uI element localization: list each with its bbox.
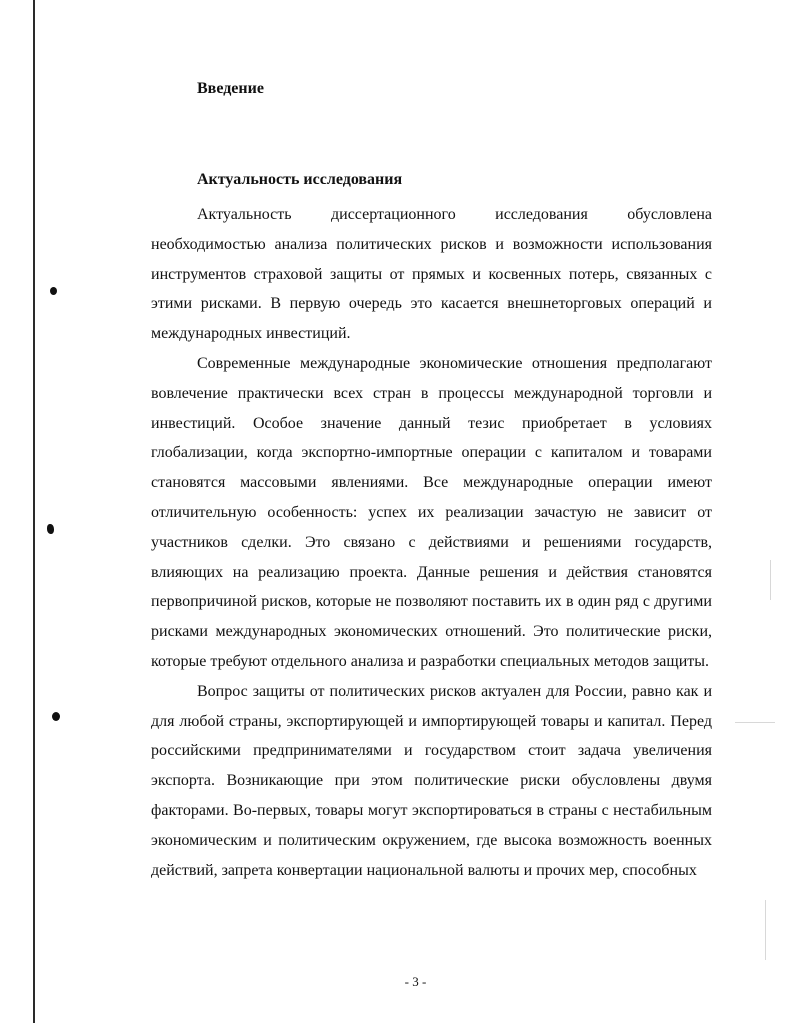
paragraph: Современные международные экономические отношения предполагают вовлечение практически всех стран в процессы международной торговли и инвестиций. Особое значение данный тезис приобретает в условиях глобализации, когда экспортно-импортные операции с капиталом и товарами становятся массовыми явлениями. Все международные операции имеют отличительную особенность: успех их реализации зачастую не зависит от участников сделки. Это связано с действиями и решениями государств, влияющих на реализацию проекта. Данные решения и действия становятся первопричиной рисков, которые не позволяют поставить их в один ряд с другими рисками международных экономических отношений. Это политические риски, которые требуют отдельного анализа и разработки специальных методов защиты. <box>151 354 712 670</box>
section-heading-introduction: Введение <box>197 80 264 97</box>
paragraph: Вопрос защиты от политических рисков актуален для России, равно как и для любой страны, экспортирующей и импортирующей товары и капитал. Перед российскими предпринимателями и государством стоит задача увеличения экспорта. Возникающие при этом политические риски обусловлены двумя факторами. Во-первых, товары могут экспортироваться в страны с нестабильным экономическим и политическим окружением, где высока возможность военных действий, запрета конвертации национальной валюты и прочих мер, способных <box>151 682 712 879</box>
scan-speck <box>50 287 57 295</box>
scan-speck <box>52 712 60 721</box>
scan-artifact <box>765 900 766 960</box>
page-number: - 3 - <box>404 974 427 989</box>
scan-left-edge-line <box>33 0 35 1023</box>
document-body <box>151 200 712 885</box>
subsection-heading-relevance: Актуальность исследования <box>197 171 403 188</box>
scan-artifact <box>770 560 771 600</box>
paragraph: Актуальность диссертационного исследования обусловлена необходимостью анализа политических рисков и возможности использования инструментов страховой защиты от прямых и косвенных потерь, связанных с этими рисками. В первую очередь это касается внешнеторговых операций и международных инвестиций. <box>151 206 712 343</box>
scan-speck <box>47 524 54 534</box>
scan-artifact <box>735 722 775 723</box>
